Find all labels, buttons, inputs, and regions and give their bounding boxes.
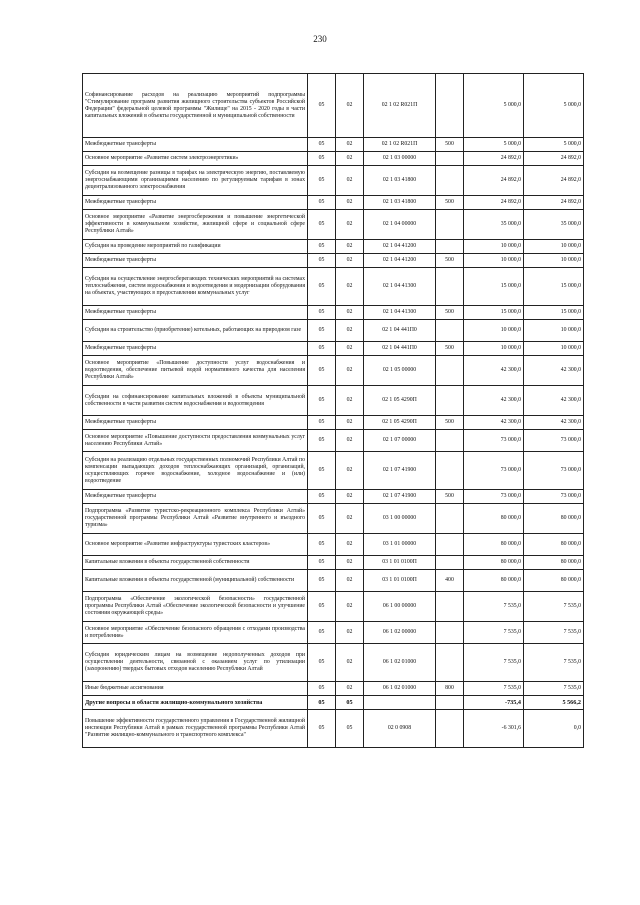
row-target-code: 06 1 02 01000 [364,644,436,682]
table-row [83,196,584,210]
table-row [83,452,584,490]
table-row [83,342,584,356]
row-expense-type: 800 [436,682,464,696]
row-expense-type [436,268,464,306]
row-subsection: 02 [336,210,364,240]
table-row [83,386,584,416]
row-name: Субсидия на проведение мероприятий по газификации [83,240,308,254]
row-section: 05 [308,592,336,622]
row-amount-2: 7 535,0 [524,682,584,696]
row-name: Основное мероприятие «Развитие энергосбережения и повышение энергетической эффективности в коммунальном хозяйстве, жилищной сфере и социальной сфере Республики Алтай» [83,210,308,240]
row-section: 05 [308,696,336,710]
table-row [83,556,584,570]
row-amount-1: 15 000,0 [464,268,524,306]
row-name: Субсидия на осуществление энергосберегающих технических мероприятий на системах теплоснабжения, систем водоснабжения и водоотведения и модернизации оборудования на объектах, участвующих в предоставлении коммунальных услуг [83,268,308,306]
row-expense-type: 500 [436,254,464,268]
row-expense-type: 500 [436,138,464,152]
row-amount-1: -6 301,6 [464,710,524,748]
row-subsection: 02 [336,320,364,342]
row-name: Основное мероприятие «Развитие систем электроэнергетики» [83,152,308,166]
row-expense-type: 500 [436,342,464,356]
row-target-code [364,696,436,710]
row-expense-type [436,452,464,490]
row-target-code: 02 1 05 00000 [364,356,436,386]
row-section: 05 [308,320,336,342]
row-target-code: 06 1 02 00000 [364,622,436,644]
row-target-code: 02 1 02 R021П [364,138,436,152]
row-name: Основное мероприятие «Развитие инфраструктуры туристских кластеров» [83,534,308,556]
row-target-code: 02 1 04 441П0 [364,342,436,356]
table-row [83,430,584,452]
row-subsection: 05 [336,710,364,748]
row-name: Межбюджетные трансферты [83,342,308,356]
table-row [83,504,584,534]
row-amount-1: 80 000,0 [464,534,524,556]
table-row [83,696,584,710]
row-section: 05 [308,138,336,152]
row-amount-2: 10 000,0 [524,320,584,342]
row-name: Субсидия на возмещение разницы в тарифах на электрическую энергию, поставляемую энергоснабжающими организациями населению по регулируемым тарифам в зонах децентрализованного электроснабжения [83,166,308,196]
row-amount-2: 42 300,0 [524,416,584,430]
row-amount-2: 24 892,0 [524,166,584,196]
row-amount-1: 42 300,0 [464,386,524,416]
row-target-code: 02 1 02 R021П [364,74,436,138]
table-row [83,490,584,504]
row-section: 05 [308,210,336,240]
row-expense-type [436,622,464,644]
row-expense-type: 500 [436,416,464,430]
row-name: Межбюджетные трансферты [83,254,308,268]
row-target-code: 02 0 0908 [364,710,436,748]
budget-table [82,73,584,748]
row-name: Основное мероприятие «Повышение доступности предоставления коммунальных услуг населению Республики Алтай» [83,430,308,452]
row-target-code: 03 1 01 00000 [364,534,436,556]
row-section: 05 [308,240,336,254]
table-row [83,152,584,166]
row-expense-type [436,386,464,416]
row-name: Капитальные вложения в объекты государственной собственности [83,556,308,570]
row-expense-type [436,592,464,622]
row-target-code: 02 1 03 41800 [364,166,436,196]
row-section: 05 [308,622,336,644]
row-amount-1: 7 535,0 [464,682,524,696]
row-expense-type [436,210,464,240]
row-subsection: 02 [336,196,364,210]
row-amount-2: 7 535,0 [524,644,584,682]
row-expense-type [436,534,464,556]
row-name: Основное мероприятие «Обеспечение безопасного обращения с отходами производства и потребления» [83,622,308,644]
row-subsection: 02 [336,306,364,320]
row-name: Другие вопросы в области жилищно-коммунального хозяйства [83,696,308,710]
row-subsection: 02 [336,490,364,504]
table-row [83,356,584,386]
row-amount-2: 5 566,2 [524,696,584,710]
row-name: Межбюджетные трансферты [83,138,308,152]
row-amount-1: 7 535,0 [464,592,524,622]
table-row [83,240,584,254]
row-amount-1: 42 300,0 [464,356,524,386]
row-section: 05 [308,710,336,748]
row-name: Межбюджетные трансферты [83,416,308,430]
row-expense-type [436,504,464,534]
row-amount-1: 35 000,0 [464,210,524,240]
row-amount-1: 24 892,0 [464,196,524,210]
row-subsection: 02 [336,644,364,682]
row-section: 05 [308,570,336,592]
row-target-code: 02 1 04 41200 [364,240,436,254]
row-section: 05 [308,490,336,504]
row-section: 05 [308,268,336,306]
row-subsection: 02 [336,166,364,196]
row-amount-2: 24 892,0 [524,196,584,210]
row-expense-type [436,356,464,386]
row-amount-2: 15 000,0 [524,306,584,320]
row-section: 05 [308,386,336,416]
row-expense-type: 500 [436,306,464,320]
table-row [83,306,584,320]
row-subsection: 02 [336,622,364,644]
row-amount-1: 5 000,0 [464,74,524,138]
row-amount-1: 73 000,0 [464,452,524,490]
row-target-code: 06 1 02 01000 [364,682,436,696]
row-amount-1: 10 000,0 [464,254,524,268]
row-name: Субсидия юридическим лицам на возмещение недополученных доходов при осуществлении деятельности, связанной с оказанием услуг по утилизации (захоронению) твердых бытовых отходов населению Республики Алтай [83,644,308,682]
table-row [83,416,584,430]
row-section: 05 [308,152,336,166]
row-amount-2: 10 000,0 [524,254,584,268]
row-amount-2: 10 000,0 [524,240,584,254]
row-subsection: 02 [336,254,364,268]
row-amount-2: 5 000,0 [524,138,584,152]
row-subsection: 02 [336,682,364,696]
row-target-code: 06 1 00 00000 [364,592,436,622]
row-section: 05 [308,682,336,696]
row-section: 05 [308,342,336,356]
row-target-code: 02 1 07 41900 [364,490,436,504]
page-number: 230 [313,34,327,44]
row-amount-2: 24 892,0 [524,152,584,166]
row-expense-type [436,710,464,748]
row-amount-2: 73 000,0 [524,452,584,490]
row-section: 05 [308,356,336,386]
row-amount-2: 80 000,0 [524,534,584,556]
row-amount-1: -735,4 [464,696,524,710]
row-target-code: 02 1 05 4290П [364,386,436,416]
row-expense-type [436,430,464,452]
row-amount-2: 7 535,0 [524,622,584,644]
row-target-code: 02 1 03 00000 [364,152,436,166]
row-target-code: 02 1 04 441П0 [364,320,436,342]
row-name: Субсидия на строительство (приобретение) котельных, работающих на природном газе [83,320,308,342]
row-amount-1: 10 000,0 [464,320,524,342]
row-section: 05 [308,254,336,268]
row-subsection: 02 [336,416,364,430]
row-subsection: 05 [336,696,364,710]
row-subsection: 02 [336,556,364,570]
row-target-code: 02 1 05 4290П [364,416,436,430]
row-amount-2: 15 000,0 [524,268,584,306]
row-expense-type: 500 [436,196,464,210]
row-amount-1: 7 535,0 [464,622,524,644]
row-amount-1: 7 535,0 [464,644,524,682]
row-expense-type [436,696,464,710]
table-row [83,320,584,342]
row-subsection: 02 [336,452,364,490]
row-subsection: 02 [336,504,364,534]
row-target-code: 02 1 04 41300 [364,306,436,320]
row-section: 05 [308,196,336,210]
row-amount-1: 80 000,0 [464,570,524,592]
row-subsection: 02 [336,342,364,356]
row-expense-type [436,166,464,196]
table-row [83,138,584,152]
row-section: 05 [308,504,336,534]
row-name: Повышение эффективности государственного управления в Государственной жилищной инспекции Республики Алтай в рамках государственной программы Республики Алтай "Развитие жилищно-коммунального и транспортного комплекса" [83,710,308,748]
row-subsection: 02 [336,592,364,622]
row-section: 05 [308,452,336,490]
row-amount-2: 5 000,0 [524,74,584,138]
row-amount-1: 10 000,0 [464,342,524,356]
row-section: 05 [308,74,336,138]
row-amount-2: 0,0 [524,710,584,748]
table-row [83,570,584,592]
table-row [83,592,584,622]
row-subsection: 02 [336,534,364,556]
row-target-code: 03 1 01 0100П [364,556,436,570]
row-target-code: 02 1 04 00000 [364,210,436,240]
row-amount-1: 80 000,0 [464,504,524,534]
row-expense-type [436,152,464,166]
table-row [83,710,584,748]
row-subsection: 02 [336,152,364,166]
row-amount-2: 73 000,0 [524,430,584,452]
table-row [83,166,584,196]
row-amount-1: 24 892,0 [464,166,524,196]
row-name: Подпрограмма «Обеспечение экологической безопасности» государственной программы Республики Алтай «Обеспечение экологической безопасности и улучшение состояния окружающей среды» [83,592,308,622]
table-row [83,534,584,556]
row-expense-type [436,556,464,570]
row-amount-2: 80 000,0 [524,504,584,534]
row-name: Межбюджетные трансферты [83,306,308,320]
row-target-code: 02 1 07 00000 [364,430,436,452]
row-name: Подпрограмма «Развитие туристско-рекреационного комплекса Республики Алтай» государственной программы Республики Алтай «Развитие внутреннего и въездного туризма» [83,504,308,534]
table-row [83,210,584,240]
row-section: 05 [308,430,336,452]
row-name: Межбюджетные трансферты [83,490,308,504]
row-amount-2: 80 000,0 [524,570,584,592]
row-amount-2: 42 300,0 [524,386,584,416]
table-row [83,622,584,644]
row-amount-1: 73 000,0 [464,490,524,504]
row-amount-2: 7 535,0 [524,592,584,622]
row-name: Субсидии на софинансирование капитальных вложений в объекты муниципальной собственности в части развития систем водоснабжения и водоотведения [83,386,308,416]
row-subsection: 02 [336,430,364,452]
row-amount-2: 35 000,0 [524,210,584,240]
row-subsection: 02 [336,386,364,416]
row-subsection: 02 [336,74,364,138]
row-expense-type [436,240,464,254]
row-expense-type: 500 [436,490,464,504]
row-expense-type [436,320,464,342]
row-subsection: 02 [336,268,364,306]
table-row [83,268,584,306]
row-target-code: 02 1 07 41900 [364,452,436,490]
row-target-code: 03 1 01 0100П [364,570,436,592]
row-amount-2: 73 000,0 [524,490,584,504]
row-subsection: 02 [336,240,364,254]
row-section: 05 [308,306,336,320]
row-section: 05 [308,644,336,682]
table-row [83,644,584,682]
row-amount-1: 80 000,0 [464,556,524,570]
table-row [83,682,584,696]
row-section: 05 [308,416,336,430]
row-name: Иные бюджетные ассигнования [83,682,308,696]
row-expense-type [436,74,464,138]
row-amount-2: 10 000,0 [524,342,584,356]
table-row [83,254,584,268]
row-amount-1: 24 892,0 [464,152,524,166]
row-name: Софинансирование расходов на реализацию мероприятий подпрограммы "Стимулирование программ развития жилищного строительства субъектов Российской Федерации" федеральной целевой программы "Жилище" на 2015 - 2020 годы в части капитальных вложений в объекты государственной и муниципальной собственности [83,74,308,138]
row-name: Основное мероприятие «Повышение доступности услуг водоснабжения и водоотведения, обеспечение питьевой водой нормативного качества для населения Республики Алтай» [83,356,308,386]
row-section: 05 [308,166,336,196]
row-amount-1: 5 000,0 [464,138,524,152]
row-subsection: 02 [336,356,364,386]
row-target-code: 03 1 00 00000 [364,504,436,534]
row-name: Капитальные вложения в объекты государственной (муниципальной) собственности [83,570,308,592]
row-target-code: 02 1 03 41800 [364,196,436,210]
row-name: Межбюджетные трансферты [83,196,308,210]
row-amount-1: 10 000,0 [464,240,524,254]
row-amount-2: 80 000,0 [524,556,584,570]
row-section: 05 [308,534,336,556]
row-amount-1: 42 300,0 [464,416,524,430]
row-amount-1: 73 000,0 [464,430,524,452]
row-expense-type [436,644,464,682]
row-section: 05 [308,556,336,570]
row-amount-2: 42 300,0 [524,356,584,386]
row-name: Субсидия на реализацию отдельных государственных полномочий Республики Алтай по компенсации выпадающих доходов теплоснабжающих организаций, организаций, осуществляющих горячее водоснабжение, холодное водоснабжение и (или) водоотведение [83,452,308,490]
row-amount-1: 15 000,0 [464,306,524,320]
row-subsection: 02 [336,138,364,152]
table-row [83,74,584,138]
row-target-code: 02 1 04 41300 [364,268,436,306]
row-subsection: 02 [336,570,364,592]
row-target-code: 02 1 04 41200 [364,254,436,268]
row-expense-type: 400 [436,570,464,592]
